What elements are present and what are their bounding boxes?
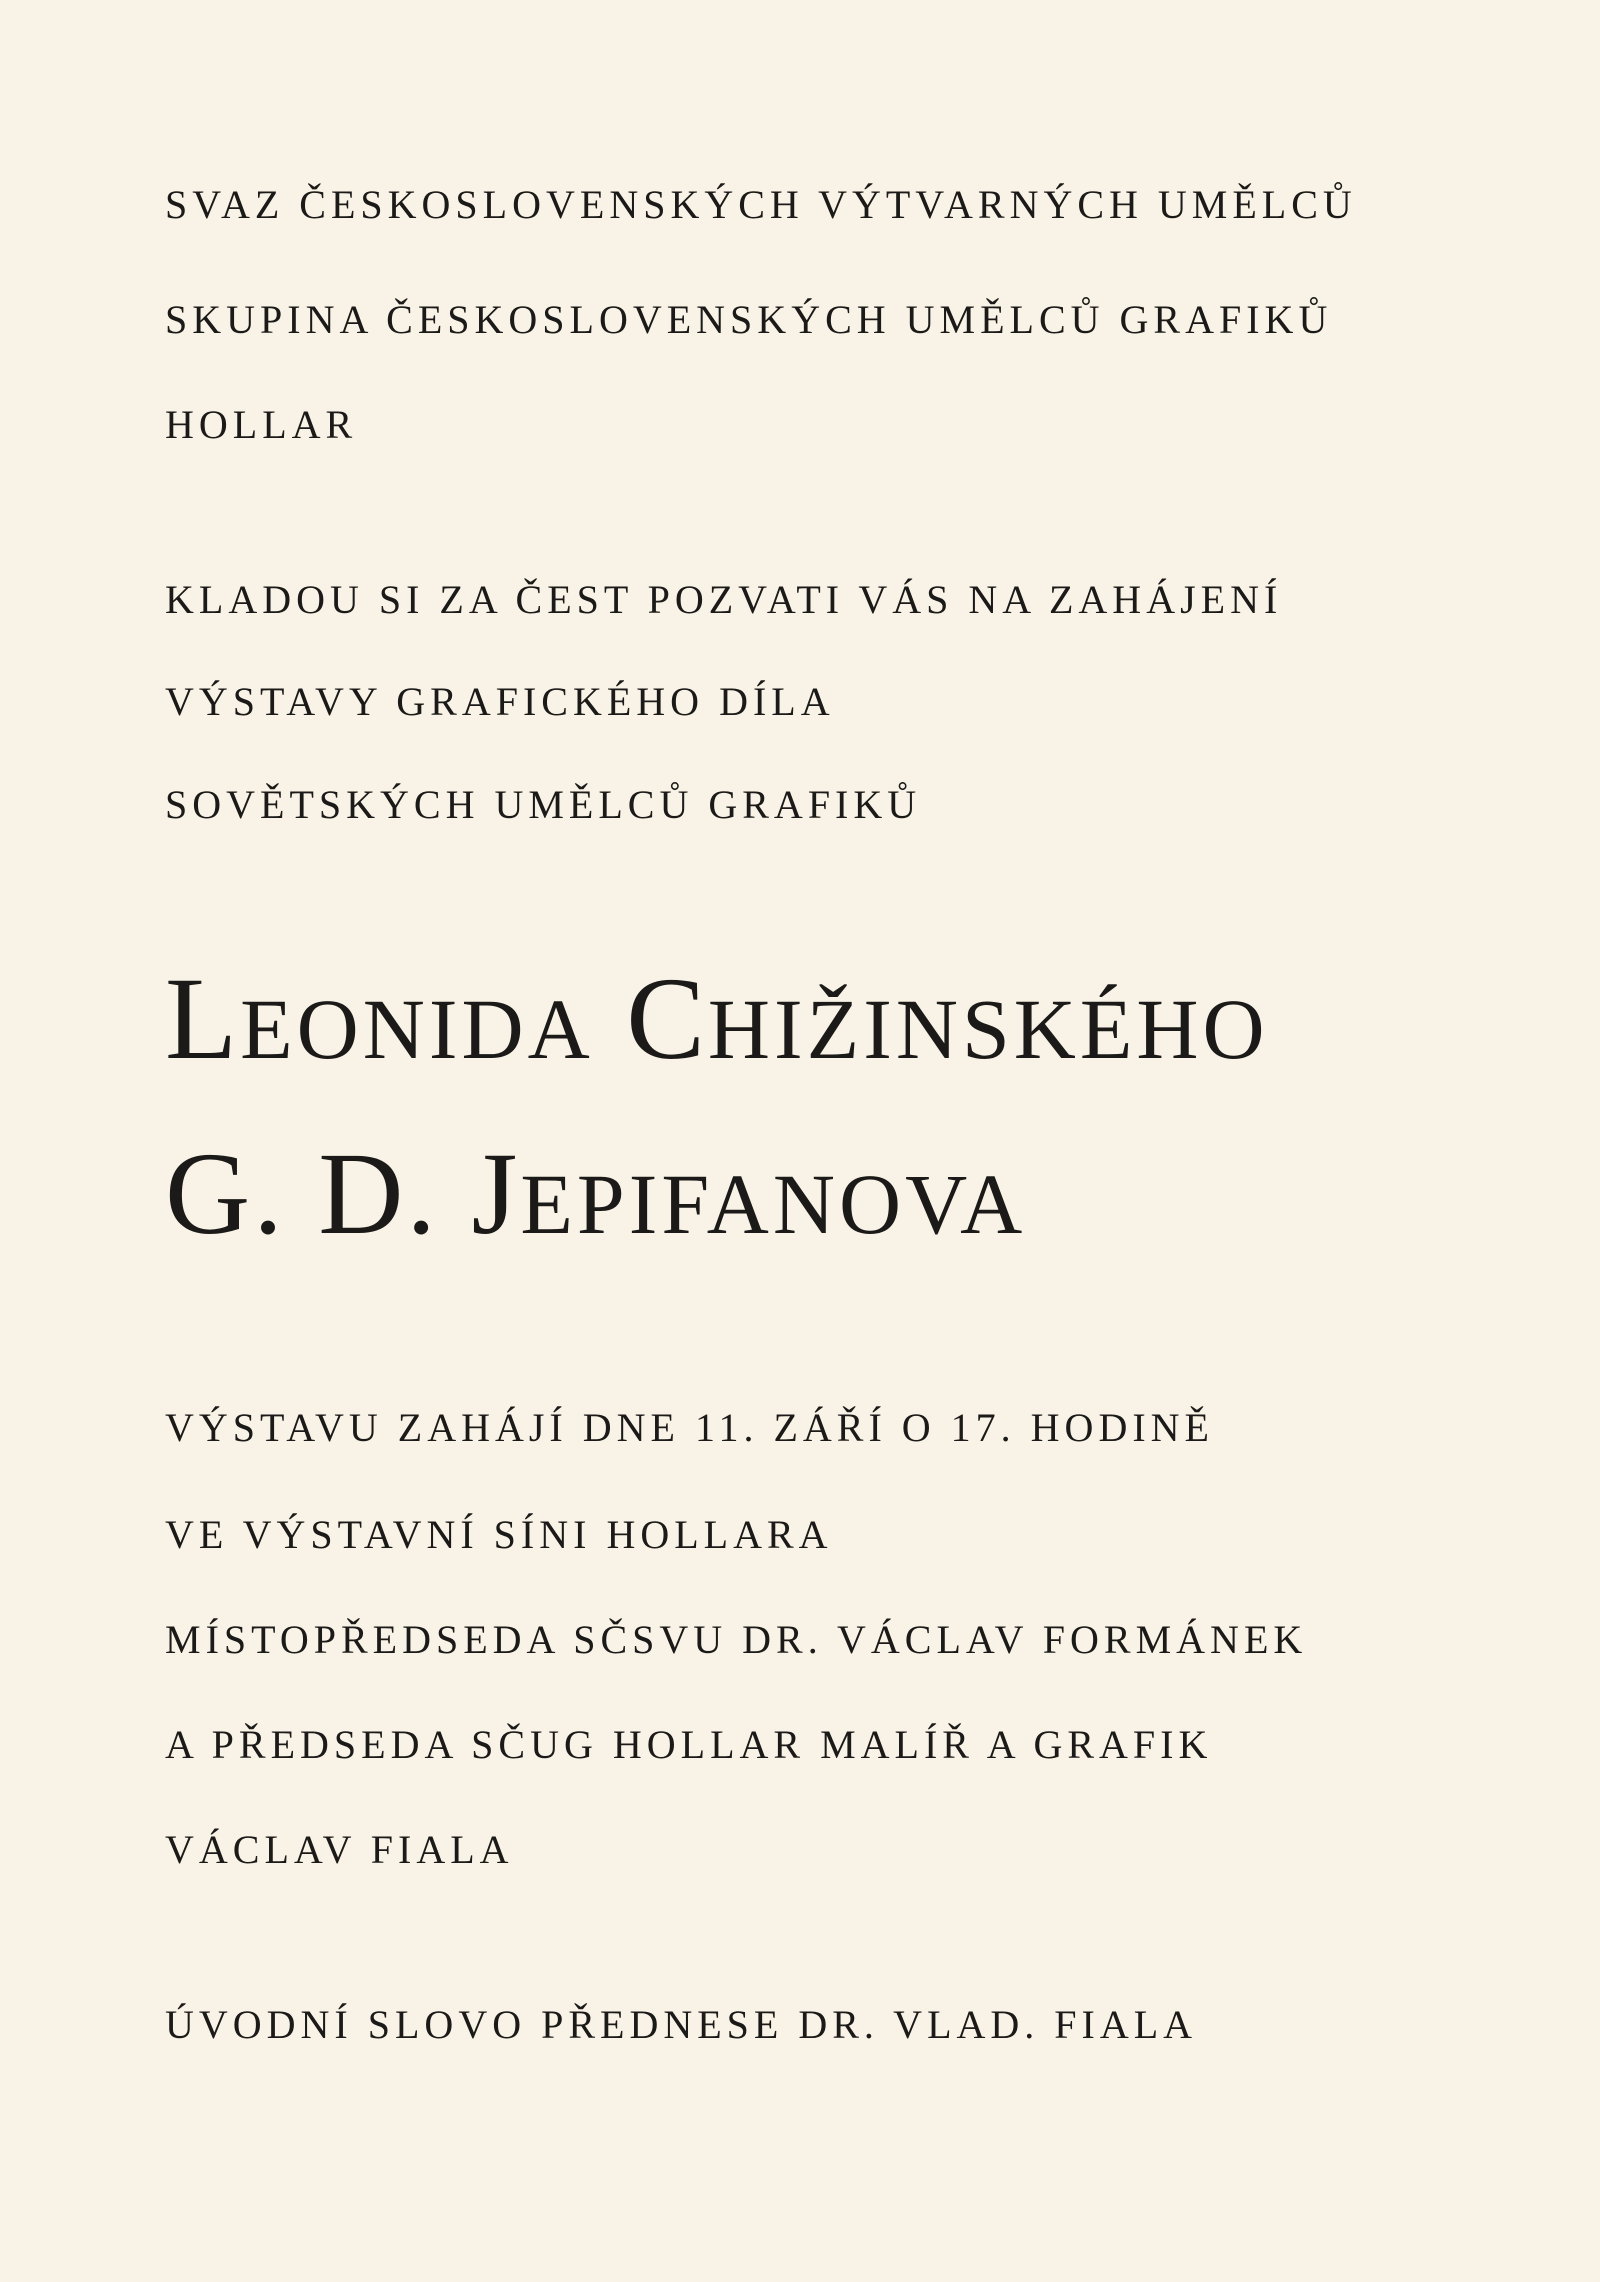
artist-name-2-rest: EPIFANOVA: [520, 1156, 1027, 1252]
artist-name-2-initial: J: [471, 1128, 521, 1259]
artist-name-1b-initial: C: [626, 953, 708, 1084]
closing-line: ÚVODNÍ SLOVO PŘEDNESE DR. VLAD. FIALA: [165, 2002, 1198, 2047]
details-line-5: VÁCLAV FIALA: [165, 1827, 514, 1872]
artist-name-1b-rest: HIŽINSKÉHO: [707, 981, 1269, 1077]
artist-name-2: [165, 1128, 1027, 1259]
details-line-1: VÝSTAVU ZAHÁJÍ DNE 11. ZÁŘÍ O 17. HODINĚ: [165, 1405, 1214, 1450]
invitation-line-1: KLADOU SI ZA ČEST POZVATI VÁS NA ZAHÁJENÍ: [165, 577, 1283, 622]
artist-name-1-initial: L: [165, 953, 241, 1084]
details-line-2: VE VÝSTAVNÍ SÍNI HOLLARA: [165, 1512, 833, 1557]
artist-name-1: [165, 953, 1269, 1084]
header-line-hollar: HOLLAR: [165, 402, 358, 447]
invitation-line-3: SOVĚTSKÝCH UMĚLCŮ GRAFIKŮ: [165, 782, 922, 827]
artist-name-2-initials: G. D.: [165, 1128, 439, 1259]
details-line-4: A PŘEDSEDA SČUG HOLLAR MALÍŘ A GRAFIK: [165, 1722, 1213, 1767]
artist-name-1-rest: EONIDA: [240, 981, 594, 1077]
header-line-group: SKUPINA ČESKOSLOVENSKÝCH UMĚLCŮ GRAFIKŮ: [165, 297, 1333, 342]
header-line-union: SVAZ ČESKOSLOVENSKÝCH VÝTVARNÝCH UMĚLCŮ: [165, 182, 1357, 227]
invitation-line-2: VÝSTAVY GRAFICKÉHO DÍLA: [165, 679, 835, 724]
details-line-3: MÍSTOPŘEDSEDA SČSVU DR. VÁCLAV FORMÁNEK: [165, 1617, 1308, 1662]
